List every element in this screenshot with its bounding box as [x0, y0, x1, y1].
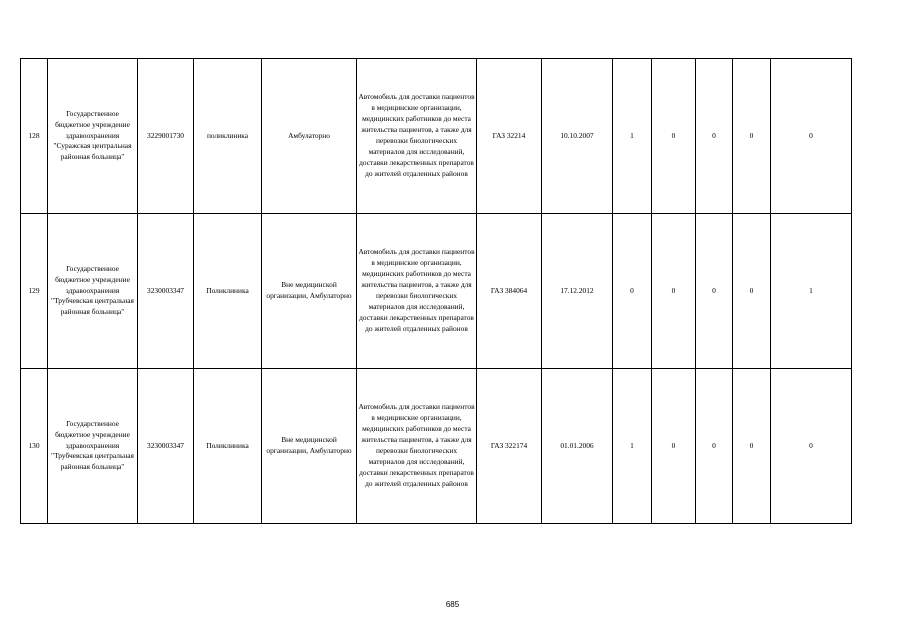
value-cell: 0 [733, 214, 771, 369]
vehicle-model: ГАЗ 32214 [477, 59, 542, 214]
vehicle-purpose: Автомобиль для доставки пациентов в медицинские организации, медицинских работников до места жительства пациентов, а также для перевозки биологических материалов для исследований, доставки лекарственных препаратов до жителей отдаленных районов [357, 59, 477, 214]
vehicle-purpose: Автомобиль для доставки пациентов в медицинские организации, медицинских работников до места жительства пациентов, а также для перевозки биологических материалов для исследований, доставки лекарственных препаратов до жителей отдаленных районов [357, 214, 477, 369]
inn: 3230003347 [138, 214, 194, 369]
value-cell: 1 [771, 214, 852, 369]
vehicle-model: ГАЗ 384064 [477, 214, 542, 369]
date: 17.12.2012 [542, 214, 613, 369]
value-cell: 0 [696, 214, 733, 369]
table-row [21, 214, 852, 369]
row-number: 129 [21, 214, 48, 369]
unit-type: Поликлиника [194, 214, 262, 369]
care-conditions: Амбулаторно [262, 59, 357, 214]
value-cell: 0 [652, 59, 696, 214]
date: 01.01.2006 [542, 369, 613, 524]
value-cell: 0 [652, 369, 696, 524]
unit-type: Поликлиника [194, 369, 262, 524]
value-cell: 1 [613, 59, 652, 214]
value-cell: 0 [613, 214, 652, 369]
value-cell: 0 [771, 59, 852, 214]
value-cell: 0 [733, 369, 771, 524]
inn: 3230003347 [138, 369, 194, 524]
page-number: 685 [445, 600, 460, 609]
table-row [21, 59, 852, 214]
institution-name: Государственное бюджетное учреждение здравоохранения "Суражская центральная районная больница" [48, 59, 138, 214]
institution-name: Государственное бюджетное учреждение здравоохранения "Трубчевская центральная районная больница" [48, 369, 138, 524]
row-number: 130 [21, 369, 48, 524]
unit-type: поликлиника [194, 59, 262, 214]
care-conditions: Вне медицинской организации, Амбулаторно [262, 214, 357, 369]
vehicle-model: ГАЗ 322174 [477, 369, 542, 524]
value-cell: 0 [696, 59, 733, 214]
date: 10.10.2007 [542, 59, 613, 214]
vehicle-purpose: Автомобиль для доставки пациентов в медицинские организации, медицинских работников до места жительства пациентов, а также для перевозки биологических материалов для исследований, доставки лекарственных препаратов до жителей отдаленных районов [357, 369, 477, 524]
value-cell: 0 [652, 214, 696, 369]
row-number: 128 [21, 59, 48, 214]
table-row [21, 369, 852, 524]
inn: 3229001730 [138, 59, 194, 214]
vehicle-register-table [20, 58, 852, 524]
care-conditions: Вне медицинской организации, Амбулаторно [262, 369, 357, 524]
value-cell: 0 [696, 369, 733, 524]
value-cell: 1 [613, 369, 652, 524]
value-cell: 0 [771, 369, 852, 524]
value-cell: 0 [733, 59, 771, 214]
institution-name: Государственное бюджетное учреждение здравоохранения "Трубчевская центральная районная больница" [48, 214, 138, 369]
